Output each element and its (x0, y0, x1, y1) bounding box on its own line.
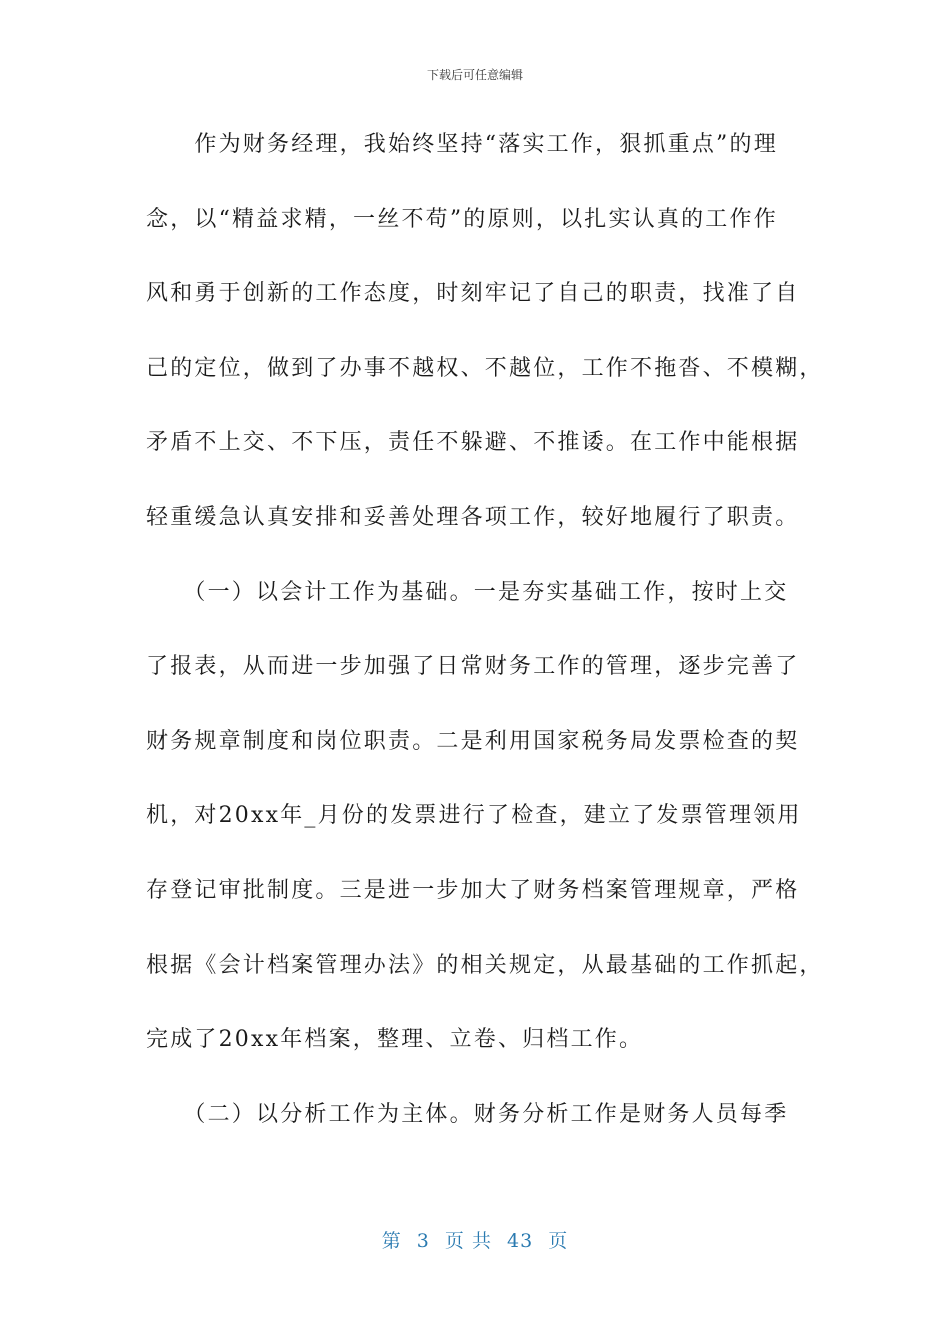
text-line: 根据《会计档案管理办法》的相关规定，从最基础的工作抓起， (146, 952, 824, 978)
text-line: 矛盾不上交、不下压，责任不躲避、不推诿。在工作中能根据 (146, 430, 800, 456)
document-body (146, 108, 824, 1152)
text-line: （一）以会计工作为基础。一是夯实基础工作，按时上交 (146, 579, 789, 605)
text-line: 己的定位，做到了办事不越权、不越位，工作不拖沓、不模糊， (146, 355, 824, 381)
text-line: （二）以分析工作为主体。财务分析工作是财务人员每季 (146, 1101, 789, 1127)
text-line: 机，对20xx年_月份的发票进行了检查，建立了发票管理领用 (146, 803, 802, 829)
text-line: 存登记审批制度。三是进一步加大了财务档案管理规章，严格 (146, 877, 800, 903)
text-line: 了报表，从而进一步加强了日常财务工作的管理，逐步完善了 (146, 654, 800, 680)
text-line: 风和勇于创新的工作态度，时刻牢记了自己的职责，找准了自 (146, 281, 800, 307)
text-line: 作为财务经理，我始终坚持“落实工作，狠抓重点”的理 (146, 132, 778, 157)
footer-suffix: 页 (548, 1230, 569, 1252)
total-page-count: 43 (507, 1230, 534, 1252)
text-line: 完成了20xx年档案，整理、立卷、归档工作。 (146, 1027, 644, 1053)
text-line: 财务规章制度和岗位职责。二是利用国家税务局发票检查的契 (146, 728, 800, 754)
header-note: 下载后可任意编辑 (426, 68, 523, 82)
text-line: 轻重缓急认真安排和妥善处理各项工作，较好地履行了职责。 (146, 504, 800, 530)
footer-prefix: 第 (381, 1230, 402, 1252)
footer-middle: 页 共 (444, 1230, 492, 1252)
current-page-number: 3 (416, 1230, 430, 1252)
text-line: 念，以“精益求精，一丝不苟”的原则，以扎实认真的工作作 (146, 206, 778, 232)
page-number-footer (0, 1226, 950, 1253)
